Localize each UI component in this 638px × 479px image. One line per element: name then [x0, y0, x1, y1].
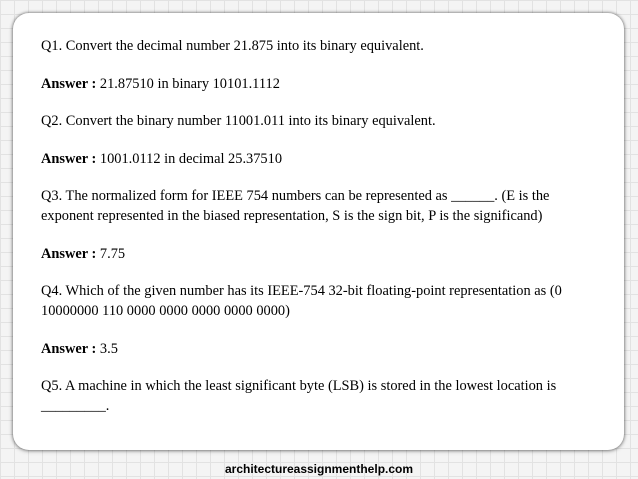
answer-3 [41, 244, 601, 264]
answer-value: 3.5 [96, 340, 118, 357]
answer-1 [41, 74, 601, 94]
answer-value: 7.75 [96, 245, 126, 262]
answer-label: Answer : [41, 150, 97, 167]
answer-value: 1001.0112 in decimal 25.37510 [96, 150, 283, 167]
footer-site-url: architectureassignmenthelp.com [224, 462, 414, 476]
answer-label: Answer : [41, 75, 97, 92]
answer-label: Answer : [41, 340, 97, 357]
answer-2 [41, 149, 601, 169]
question-2: Q2. Convert the binary number 11001.011 into its binary equivalent. [41, 113, 436, 129]
question-3: Q3. The normalized form for IEEE 754 numbers can be represented as ______. (E is the exponent represented in the biased representation, S is the sign bit, P is the significand) [41, 188, 550, 224]
question-4: Q4. Which of the given number has its IEEE-754 32-bit floating-point representation as (0 10000000 110 0000 0000 0000 0000 0000) [41, 283, 562, 319]
answer-label: Answer : [41, 245, 97, 262]
question-1: Q1. Convert the decimal number 21.875 into its binary equivalent. [41, 38, 424, 54]
qa-content [41, 36, 601, 416]
answer-value: 21.87510 in binary 10101.1112 [96, 75, 280, 92]
question-5: Q5. A machine in which the least significant byte (LSB) is stored in the lowest location is _________. [41, 378, 557, 414]
answer-4 [41, 339, 601, 359]
